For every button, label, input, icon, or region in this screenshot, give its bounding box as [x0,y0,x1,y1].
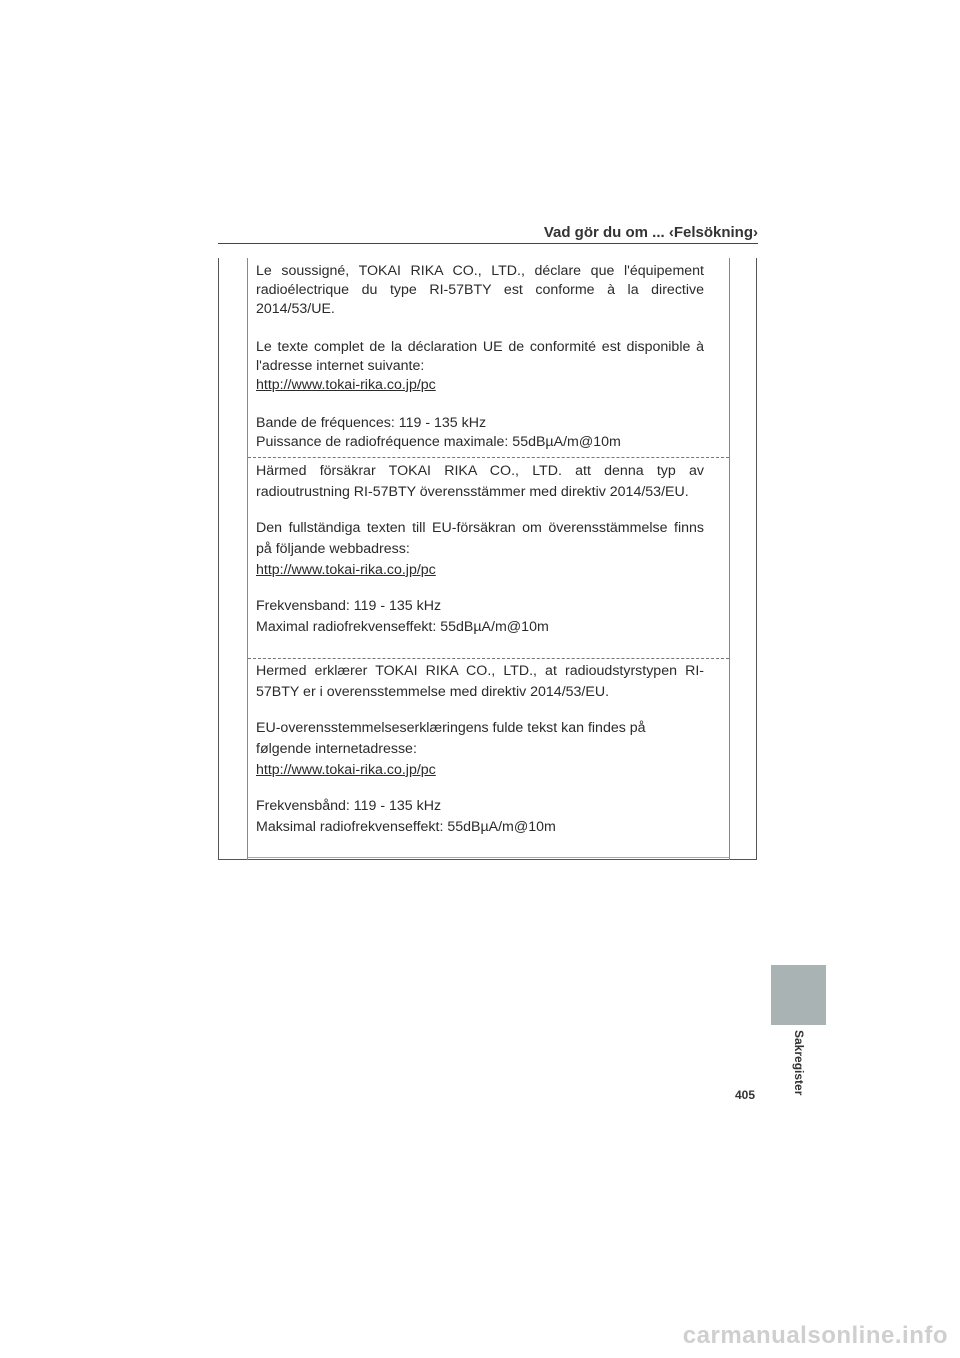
side-index-tab [771,965,826,1025]
section-divider [248,658,729,659]
sv-declaration-text: Härmed försäkrar TOKAI RIKA CO., LTD. att denna typ av radioutrustning RI-57BTY överensstämmer med direktiv 2014/53/EU. [256,463,704,500]
sv-frequency-band: Frekvensband: 119 - 135 kHz [256,598,442,614]
fr-availability-text: Le texte complet de la déclaration UE de conformité est disponible à l'adresse internet suivante: [256,339,704,374]
da-frequency-band: Frekvensbånd: 119 - 135 kHz [256,798,442,814]
sv-link[interactable]: http://www.tokai-rika.co.jp/pc [256,562,436,578]
side-tab-label: Sakregister [792,1030,806,1096]
page-header-title: Vad gör du om ... ‹Felsökning› [543,224,758,241]
fr-link[interactable]: http://www.tokai-rika.co.jp/pc [256,377,436,393]
section-sv [256,461,704,638]
inner-box-bottom-rule [248,857,729,858]
section-da [256,661,704,838]
sv-availability-text: Den fullständiga texten till EU-försäkran om överensstämmelse finns på följande webbadress: [256,520,704,557]
da-max-power: Maksimal radiofrekvenseffekt: 55dBµA/m@10m [256,819,556,835]
fr-declaration-text: Le soussigné, TOKAI RIKA CO., LTD., déclare que l'équipement radioélectrique du type RI-57BTY est conforme à la directive 2014/53/UE. [256,263,704,317]
fr-max-power: Puissance de radiofréquence maximale: 55dBµA/m@10m [256,434,621,450]
watermark: carmanualsonline.info [682,1322,948,1349]
section-divider [248,457,729,458]
section-fr [256,262,704,452]
da-declaration-text: Hermed erklærer TOKAI RIKA CO., LTD., at radioudstyrstypen RI-57BTY er i overensstemmelse med direktiv 2014/53/EU. [256,663,704,700]
da-availability-text-line2: følgende internetadresse: [256,741,417,757]
da-availability-text-line1: EU-overensstemmelseserklæringens fulde tekst kan findes på [256,720,646,736]
da-link[interactable]: http://www.tokai-rika.co.jp/pc [256,762,436,778]
fr-frequency-band: Bande de fréquences: 119 - 135 kHz [256,415,487,431]
header-rule [218,243,758,244]
sv-max-power: Maximal radiofrekvenseffekt: 55dBµA/m@10m [256,619,549,635]
page-number: 405 [735,1088,756,1102]
